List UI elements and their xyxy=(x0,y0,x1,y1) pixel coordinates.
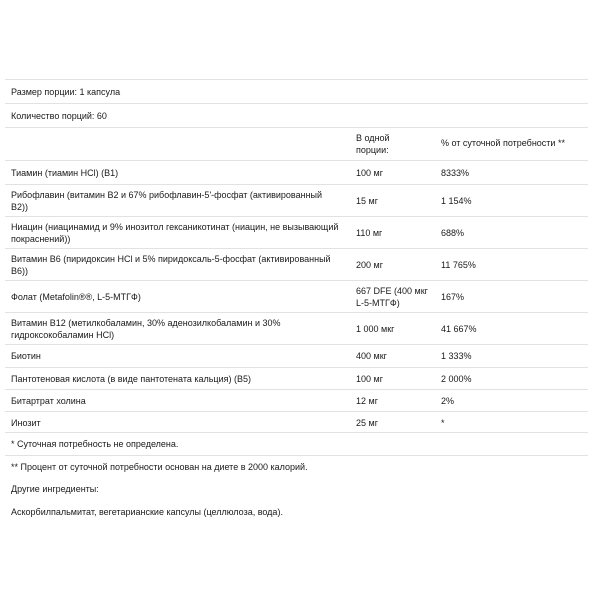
nutrient-amount: 25 мг xyxy=(356,418,378,428)
nutrient-name: Битартрат холина xyxy=(11,396,86,406)
footnote-row xyxy=(5,455,588,477)
table-row xyxy=(5,411,588,433)
table-row xyxy=(5,344,588,367)
table-header-row xyxy=(5,127,588,160)
nutrient-name: Пантотеновая кислота (в виде пантотената кальция) (B5) xyxy=(11,374,251,384)
footnote-row xyxy=(5,433,588,455)
nutrient-amount: 12 мг xyxy=(356,396,378,406)
footnote-daily-value-basis: ** Процент от суточной потребности основан на диете в 2000 калорий. xyxy=(11,462,308,472)
nutrient-daily-value: 8333% xyxy=(441,168,470,178)
nutrient-name: Инозит xyxy=(11,418,41,428)
nutrient-amount: 200 мг xyxy=(356,260,383,270)
nutrient-daily-value: 688% xyxy=(441,228,465,238)
table-row xyxy=(5,389,588,411)
table-row xyxy=(5,184,588,216)
servings-count: Количество порций: 60 xyxy=(11,111,107,121)
other-ingredients-title: Другие ингредиенты: xyxy=(11,484,99,494)
nutrient-name: Витамин B12 (метилкобаламин, 30% аденозилкобаламин и 30% гидроксокобаламин HCl) xyxy=(11,318,281,340)
nutrient-name: Ниацин (ниацинамид и 9% инозитол гексаникотинат (ниацин, не вызывающий покраснений)) xyxy=(11,222,339,244)
nutrient-amount: 400 мкг xyxy=(356,351,387,361)
table-row xyxy=(5,280,588,312)
nutrient-amount: 667 DFE (400 мкг L-5-МТГФ) xyxy=(356,286,428,308)
nutrient-name: Фолат (Metafolin®®, L-5-МТГФ) xyxy=(11,292,141,302)
table-row xyxy=(5,216,588,248)
nutrient-amount: 100 мг xyxy=(356,168,383,178)
nutrient-daily-value: 167% xyxy=(441,292,465,302)
nutrient-name: Рибофлавин (витамин B2 и 67% рибофлавин-5'-фосфат (активированный B2)) xyxy=(11,190,323,212)
nutrient-daily-value: 41 667% xyxy=(441,324,477,334)
nutrient-name: Тиамин (тиамин HCl) (B1) xyxy=(11,168,119,178)
nutrient-amount: 110 мг xyxy=(356,228,383,238)
nutrient-daily-value: 2 000% xyxy=(441,374,472,384)
amount-header: В одной порции: xyxy=(356,133,390,155)
nutrient-daily-value: 2% xyxy=(441,396,455,406)
nutrient-amount: 1 000 мкг xyxy=(356,324,395,334)
nutrient-daily-value: 1 154% xyxy=(441,196,472,206)
nutrient-daily-value: * xyxy=(441,418,445,428)
footnote-not-established: * Суточная потребность не определена. xyxy=(11,439,179,449)
serving-size: Размер порции: 1 капсула xyxy=(11,87,121,97)
serving-size-row xyxy=(5,79,588,103)
table-row xyxy=(5,367,588,389)
nutrient-daily-value: 1 333% xyxy=(441,351,472,361)
nutrient-name: Витамин B6 (пиридоксин HCl и 5% пиридоксаль-5-фосфат (активированный B6)) xyxy=(11,254,331,276)
table-row xyxy=(5,248,588,280)
servings-count-row xyxy=(5,103,588,127)
table-row xyxy=(5,160,588,184)
supplement-facts-panel xyxy=(5,79,588,477)
daily-value-header: % от суточной потребности ** xyxy=(441,138,565,148)
nutrient-name: Биотин xyxy=(11,351,41,361)
nutrient-amount: 100 мг xyxy=(356,374,383,384)
nutrient-daily-value: 11 765% xyxy=(441,260,476,270)
other-ingredients-text: Аскорбилпальмитат, вегетарианские капсулы (целлюлоза, вода). xyxy=(11,507,283,517)
table-row xyxy=(5,312,588,344)
nutrient-amount: 15 мг xyxy=(356,196,378,206)
